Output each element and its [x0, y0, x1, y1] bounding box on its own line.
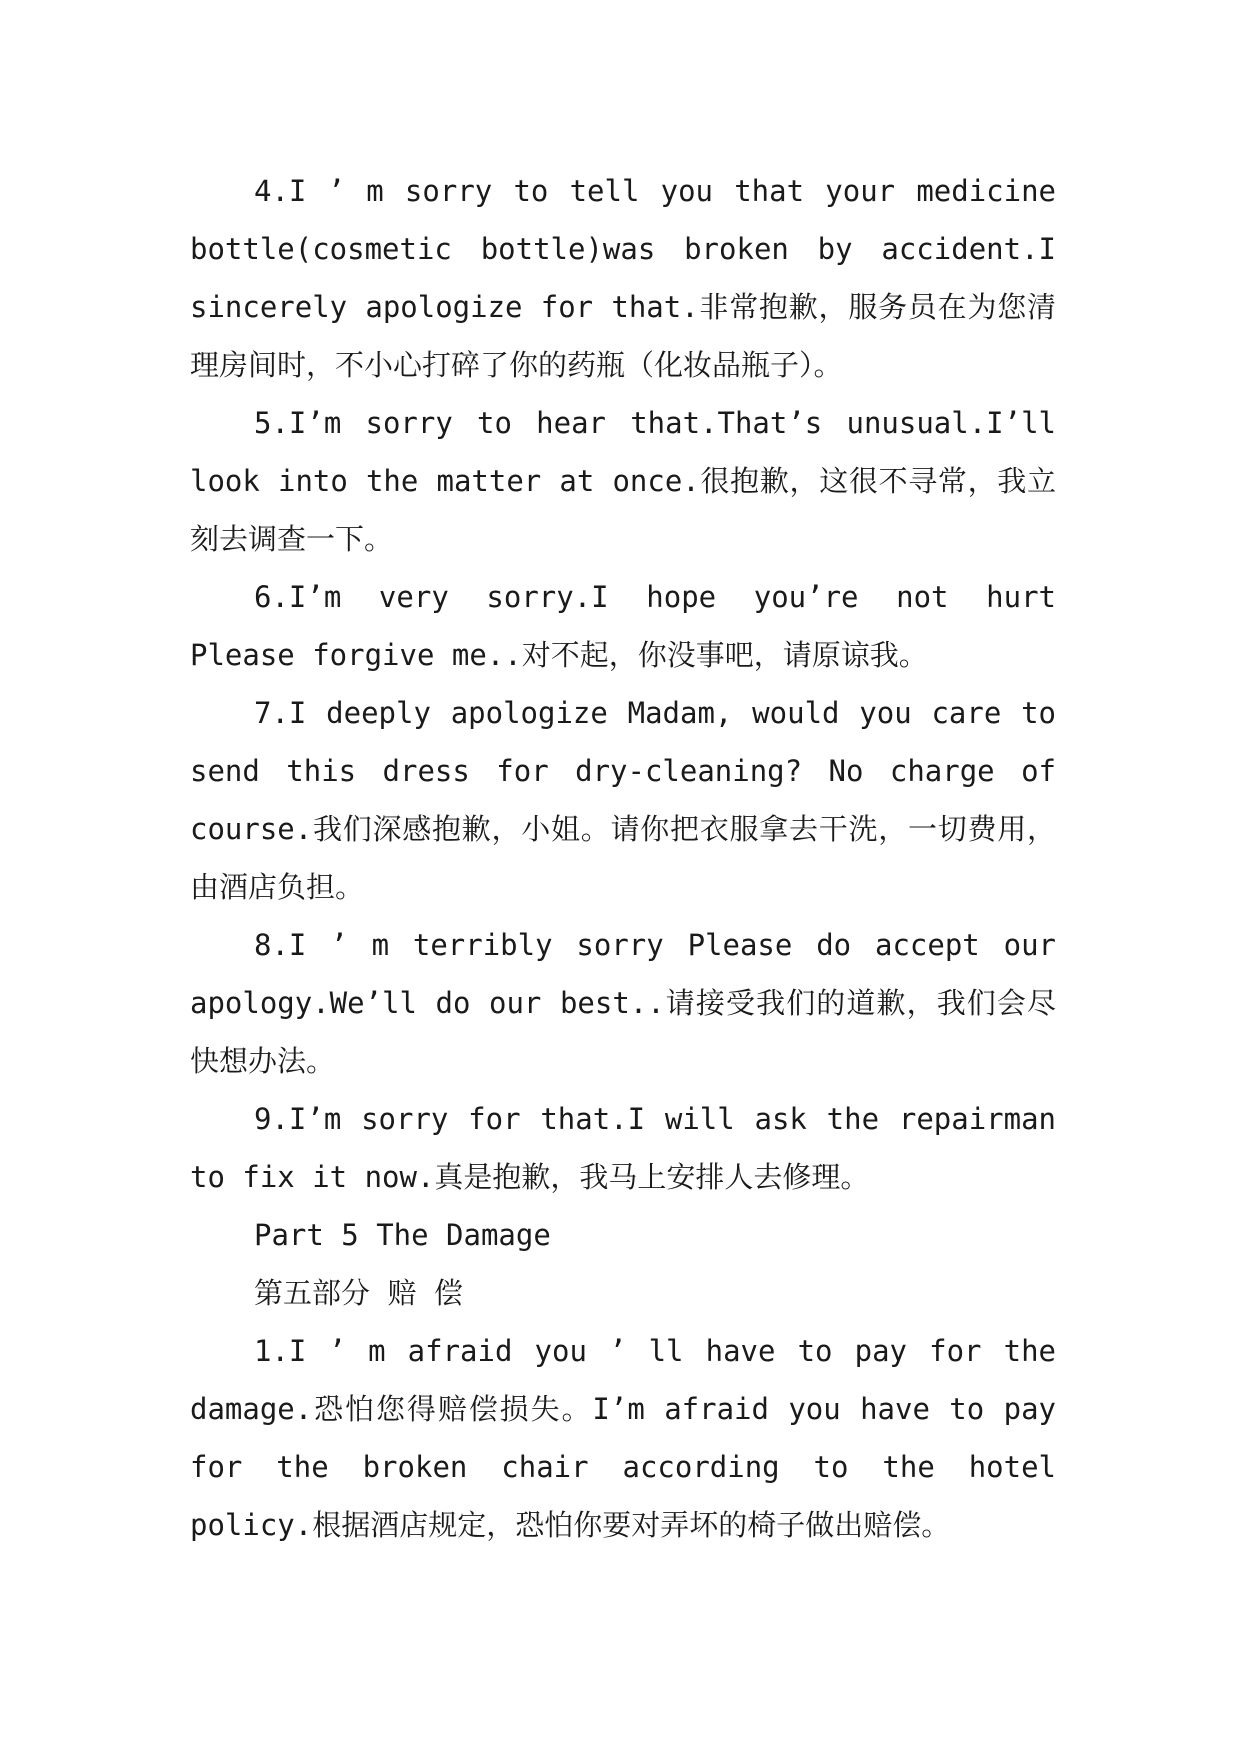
section-heading-chinese: 第五部分 赔 偿 [254, 1276, 463, 1310]
section-heading-english: Part 5 The Damage [254, 1218, 551, 1252]
document-body [190, 162, 1056, 1554]
paragraph-apology-8: 8.I ’ m terribly sorry Please do accept our apology.We’ll do our best..请接受我们的道歉，我们会尽快想办法。 [190, 928, 1056, 1078]
paragraph-apology-4: 4.I ’ m sorry to tell you that your medicine bottle(cosmetic bottle)was broken by accident.I sincerely apologize for that.非常抱歉，服务员在为您清理房间时，不小心打碎了你的药瓶（化妆品瓶子）。 [190, 174, 1056, 382]
paragraph-apology-9: 9.I’m sorry for that.I will ask the repairman to fix it now.真是抱歉，我马上安排人去修理。 [190, 1102, 1056, 1194]
paragraph-apology-5: 5.I’m sorry to hear that.That’s unusual.I’ll look into the matter at once.很抱歉，这很不寻常，我立刻去调查一下。 [190, 406, 1056, 556]
paragraph-apology-6: 6.I’m very sorry.I hope you’re not hurt Please forgive me..对不起，你没事吧，请原谅我。 [190, 580, 1056, 672]
paragraph-apology-7: 7.I deeply apologize Madam, would you care to send this dress for dry-cleaning? No charge of course.我们深感抱歉，小姐。请你把衣服拿去干洗，一切费用，由酒店负担。 [190, 696, 1056, 904]
paragraph-damage-1: 1.I ’ m afraid you ’ ll have to pay for the damage.恐怕您得赔偿损失。I’m afraid you have to pay for the broken chair according to the hotel policy.根据酒店规定，恐怕你要对弄坏的椅子做出赔偿。 [190, 1334, 1056, 1542]
